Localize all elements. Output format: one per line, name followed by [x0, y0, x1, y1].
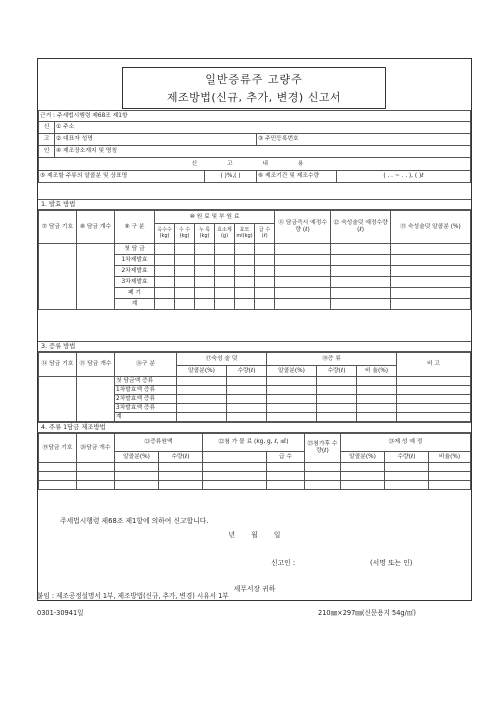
table-cell[interactable] [357, 395, 397, 404]
s1-h-type: ⑨ 구 분 [115, 211, 155, 244]
table-cell[interactable] [317, 386, 357, 395]
s3-sub-plan-0: 알콜분(%) [341, 452, 385, 463]
table-cell[interactable] [115, 481, 159, 490]
rep-name-field[interactable]: ② 대표자 성명 [55, 134, 257, 146]
table-cell[interactable] [341, 481, 385, 490]
s1-sub-4: 효모 ml(kg) [235, 224, 255, 244]
table-cell[interactable] [357, 377, 397, 386]
table-cell[interactable] [385, 472, 429, 481]
table-cell[interactable] [159, 472, 203, 481]
table-cell[interactable] [215, 299, 235, 310]
title-line2: 제조방법(신규, 추가, 변경) 신고서 [166, 91, 342, 104]
table-cell[interactable] [331, 288, 391, 299]
row-type-label: 폐 기 [115, 288, 155, 299]
batch-cell[interactable] [39, 377, 77, 422]
table-cell[interactable] [235, 299, 255, 310]
table-cell[interactable] [305, 472, 341, 481]
s2-h-mash: ⑰숙성 술 덧 [177, 353, 267, 366]
title-line1: 일반증류주 고량주 [205, 73, 303, 86]
table-cell[interactable] [195, 255, 215, 266]
period-label: ⑥ 제조기간 및 제조수량 [257, 171, 337, 183]
table-cell[interactable] [215, 277, 235, 288]
table-cell[interactable] [203, 472, 267, 481]
s1-h-12: ⑫ 숙성술덧 예정수량 (ℓ) [331, 211, 391, 244]
table-row [39, 463, 471, 472]
table-cell[interactable] [215, 288, 235, 299]
table-cell[interactable] [331, 244, 391, 255]
s2-h-count: ⑮ 담금 개수 [77, 353, 115, 377]
table-cell[interactable] [397, 404, 471, 413]
s1-sub-3: 효소제 (g) [215, 224, 235, 244]
table-cell[interactable] [429, 463, 471, 472]
s2-sub-4: 비 율(%) [357, 366, 397, 377]
table-cell[interactable] [177, 386, 227, 395]
table-cell[interactable] [195, 244, 215, 255]
table-cell[interactable] [175, 299, 195, 310]
table-cell[interactable] [235, 266, 255, 277]
table-cell[interactable] [177, 395, 227, 404]
table-cell[interactable] [39, 463, 77, 472]
table-cell[interactable] [227, 413, 267, 422]
table-cell[interactable] [159, 481, 203, 490]
table-cell[interactable] [305, 463, 341, 472]
table-cell[interactable] [267, 404, 317, 413]
section2-title: 3. 증류 방법 [38, 341, 471, 352]
s3-sub-add: 급 수 [267, 452, 305, 463]
alcohol-label: ⑤ 제조할 주류의 알콜분 및 상표명 [39, 171, 205, 183]
table-cell[interactable] [175, 244, 195, 255]
table-cell[interactable] [305, 481, 341, 490]
row-type-label: 1차발효액 증류 [115, 386, 177, 395]
table-cell[interactable] [357, 404, 397, 413]
table-cell[interactable] [357, 386, 397, 395]
table-cell[interactable] [391, 244, 471, 255]
s1-sub-2: 누 룩 (kg) [195, 224, 215, 244]
table-cell[interactable] [155, 277, 175, 288]
table-cell[interactable] [331, 255, 391, 266]
table-cell[interactable] [215, 255, 235, 266]
s2-h-batch: ⑭ 담금 기호 [39, 353, 77, 377]
table-cell[interactable] [255, 266, 275, 277]
s3-h-raw: ㉑증류원액 [115, 434, 203, 452]
s1-sub-0: 옥수수 (kg) [155, 224, 175, 244]
table-cell[interactable] [155, 299, 175, 310]
paper-spec: 210㎜×297㎜(신문용지 54g/㎡) [318, 609, 416, 617]
table-cell[interactable] [77, 481, 115, 490]
table-cell[interactable] [215, 244, 235, 255]
s1-h-raw: ⑩ 원 료 및 부 원 료 [155, 211, 275, 224]
row-type-label: 2차제발효 [115, 266, 155, 277]
report-header: 신 고 내 용 [39, 158, 471, 171]
table-cell[interactable] [39, 481, 77, 490]
table-cell[interactable] [195, 277, 215, 288]
table-cell[interactable] [331, 299, 391, 310]
table-cell[interactable] [275, 266, 331, 277]
table-cell[interactable] [227, 377, 267, 386]
basis: 근거 : 주세법시행령 제68조 제1항 [39, 111, 471, 122]
applicant-side-2: 고 [39, 134, 55, 146]
s2-sub-3: 수량(ℓ) [317, 366, 357, 377]
row-type-label: 계 [115, 299, 155, 310]
row-type-label: 첫 담금액 증류 [115, 377, 177, 386]
addressee: 세무서장 귀하 [233, 585, 276, 593]
table-cell[interactable] [195, 266, 215, 277]
table-cell[interactable] [391, 255, 471, 266]
s3-h-plan: ㉔제 성 예 정 [341, 434, 471, 452]
s1-h-11: ⑪ 담금즉시 예정수량 (ℓ) [275, 211, 331, 244]
table-cell[interactable] [331, 266, 391, 277]
s1-h-13: ⑬ 숙성술덧 알콜분 (%) [391, 211, 471, 244]
table-cell[interactable] [391, 299, 471, 310]
table-cell[interactable] [255, 244, 275, 255]
table-cell[interactable] [235, 244, 255, 255]
s1-h-batch: ⑦ 담금 기호 [39, 211, 77, 244]
table-cell[interactable] [235, 277, 255, 288]
table-cell[interactable] [397, 413, 471, 422]
table-cell[interactable] [177, 377, 227, 386]
reporter-label: 신고인 : [271, 559, 296, 567]
count-cell[interactable] [77, 377, 115, 422]
date-line: 년 월 일 [228, 531, 281, 539]
s1-h-count: ⑧ 담금 개수 [77, 211, 115, 244]
table-cell[interactable] [317, 377, 357, 386]
table-cell[interactable] [397, 386, 471, 395]
applicant-block [38, 110, 471, 183]
address-field[interactable]: ① 주소 [55, 122, 471, 134]
table-cell[interactable] [267, 413, 317, 422]
s3-h-water: ㉓첨가후 수량(ℓ) [305, 434, 341, 463]
s3-sub-add-blank [203, 452, 267, 463]
form-code: 0301-30941일 [37, 609, 84, 617]
table-cell[interactable] [175, 255, 195, 266]
s2-h-dist: ⑱증 류 [267, 353, 397, 366]
s2-h-type: ⑯구 분 [115, 353, 177, 377]
table-cell[interactable] [255, 299, 275, 310]
table-cell[interactable] [267, 472, 305, 481]
table-cell[interactable] [175, 288, 195, 299]
table-cell[interactable] [275, 255, 331, 266]
table-cell[interactable] [331, 277, 391, 288]
count-cell[interactable] [77, 244, 115, 310]
table-cell[interactable] [203, 463, 267, 472]
table-cell[interactable] [391, 266, 471, 277]
table-cell[interactable] [317, 413, 357, 422]
s2-sub-1: 수량(ℓ) [227, 366, 267, 377]
s1-sub-1: 수 수 (kg) [175, 224, 195, 244]
row-type-label: 계 [115, 413, 177, 422]
table-cell[interactable] [227, 395, 267, 404]
table-cell[interactable] [267, 481, 305, 490]
s3-sub-raw-1: 수량(ℓ) [159, 452, 203, 463]
table-cell[interactable] [275, 299, 331, 310]
table-cell[interactable] [255, 288, 275, 299]
table-cell[interactable] [227, 404, 267, 413]
table-cell[interactable] [203, 481, 267, 490]
table-cell[interactable] [115, 472, 159, 481]
table-cell[interactable] [77, 472, 115, 481]
table-cell[interactable] [227, 386, 267, 395]
row-type-label: 2차발효액 증류 [115, 395, 177, 404]
table-cell[interactable] [175, 266, 195, 277]
table-cell[interactable] [155, 244, 175, 255]
row-type-label: 3차발효액 증류 [115, 404, 177, 413]
table-cell[interactable] [317, 395, 357, 404]
resid-field[interactable]: ③ 주민등록번호 [257, 134, 471, 146]
row-type-label: 3차제발효 [115, 277, 155, 288]
period-value[interactable]: ( . . ~ . . ), ( )ℓ [337, 171, 471, 183]
table-cell[interactable] [391, 277, 471, 288]
applicant-side-3: 인 [39, 146, 55, 158]
alcohol-value[interactable]: ( )%,( ) [205, 171, 257, 183]
table-cell[interactable] [77, 463, 115, 472]
section3-title: 4. 주류 1담금 제조방법 [38, 422, 471, 433]
applicant-side-1: 신 [39, 122, 55, 134]
s2-sub-0: 알콜분(%) [177, 366, 227, 377]
table-row [39, 244, 471, 255]
table-cell[interactable] [275, 277, 331, 288]
table-cell[interactable] [341, 463, 385, 472]
table-row [39, 377, 471, 386]
s3-sub-plan-1: 수량(ℓ) [385, 452, 429, 463]
table-cell[interactable] [385, 463, 429, 472]
fermentation-table [38, 210, 471, 310]
table-cell[interactable] [255, 277, 275, 288]
table-row [39, 472, 471, 481]
table-cell[interactable] [177, 413, 227, 422]
distillation-table [38, 352, 471, 422]
table-cell[interactable] [175, 277, 195, 288]
table-cell[interactable] [155, 255, 175, 266]
table-cell[interactable] [177, 404, 227, 413]
s3-sub-plan-2: 비율(%) [429, 452, 471, 463]
table-cell[interactable] [357, 413, 397, 422]
s3-h-count: ⑳담금 개수 [77, 434, 115, 463]
table-cell[interactable] [195, 288, 215, 299]
table-cell[interactable] [341, 472, 385, 481]
s3-sub-raw-0: 알콜분(%) [115, 452, 159, 463]
table-cell[interactable] [267, 377, 317, 386]
table-cell[interactable] [255, 255, 275, 266]
table-cell[interactable] [267, 386, 317, 395]
table-cell[interactable] [267, 395, 317, 404]
report-form [37, 58, 472, 601]
table-cell[interactable] [235, 288, 255, 299]
row-type-label: 첫 담 금 [115, 244, 155, 255]
s2-h-note: 비 고 [397, 353, 471, 377]
table-cell[interactable] [159, 463, 203, 472]
signature-note: (서명 또는 인) [370, 559, 413, 567]
table-cell[interactable] [195, 299, 215, 310]
s3-h-add: ㉒첨 가 물 료 (kg, g, ℓ, ㎖) [203, 434, 305, 452]
row-type-label: 1차제발효 [115, 255, 155, 266]
table-cell[interactable] [275, 288, 331, 299]
attachments: 붙임 : 제조공정설명서 1부, 제조방법(신규, 추가, 변경) 시유서 1부 [37, 592, 229, 600]
table-cell[interactable] [155, 266, 175, 277]
table-cell[interactable] [155, 288, 175, 299]
table-cell[interactable] [429, 472, 471, 481]
table-row [39, 481, 471, 490]
declaration: 주세법시행령 제68조 제1항에 의하여 신고합니다. [60, 517, 209, 525]
table-cell[interactable] [215, 266, 235, 277]
table-cell[interactable] [115, 463, 159, 472]
table-cell[interactable] [391, 288, 471, 299]
table-cell[interactable] [275, 244, 331, 255]
batch-cell[interactable] [39, 244, 77, 310]
section1-title: 1. 발효 방법 [38, 199, 471, 210]
batch-table [38, 433, 471, 490]
table-cell[interactable] [235, 255, 255, 266]
title-box [122, 67, 386, 109]
table-cell[interactable] [397, 377, 471, 386]
table-cell[interactable] [317, 404, 357, 413]
s1-sub-5: 급 수 (ℓ) [255, 224, 275, 244]
factory-field[interactable]: ④ 제조장소재지 및 명칭 [55, 146, 471, 158]
s3-h-batch: ⑲담금 기호 [39, 434, 77, 463]
table-cell[interactable] [385, 481, 429, 490]
table-cell[interactable] [397, 395, 471, 404]
s2-sub-2: 알콜분(%) [267, 366, 317, 377]
table-cell[interactable] [429, 481, 471, 490]
table-cell[interactable] [267, 463, 305, 472]
table-cell[interactable] [39, 472, 77, 481]
